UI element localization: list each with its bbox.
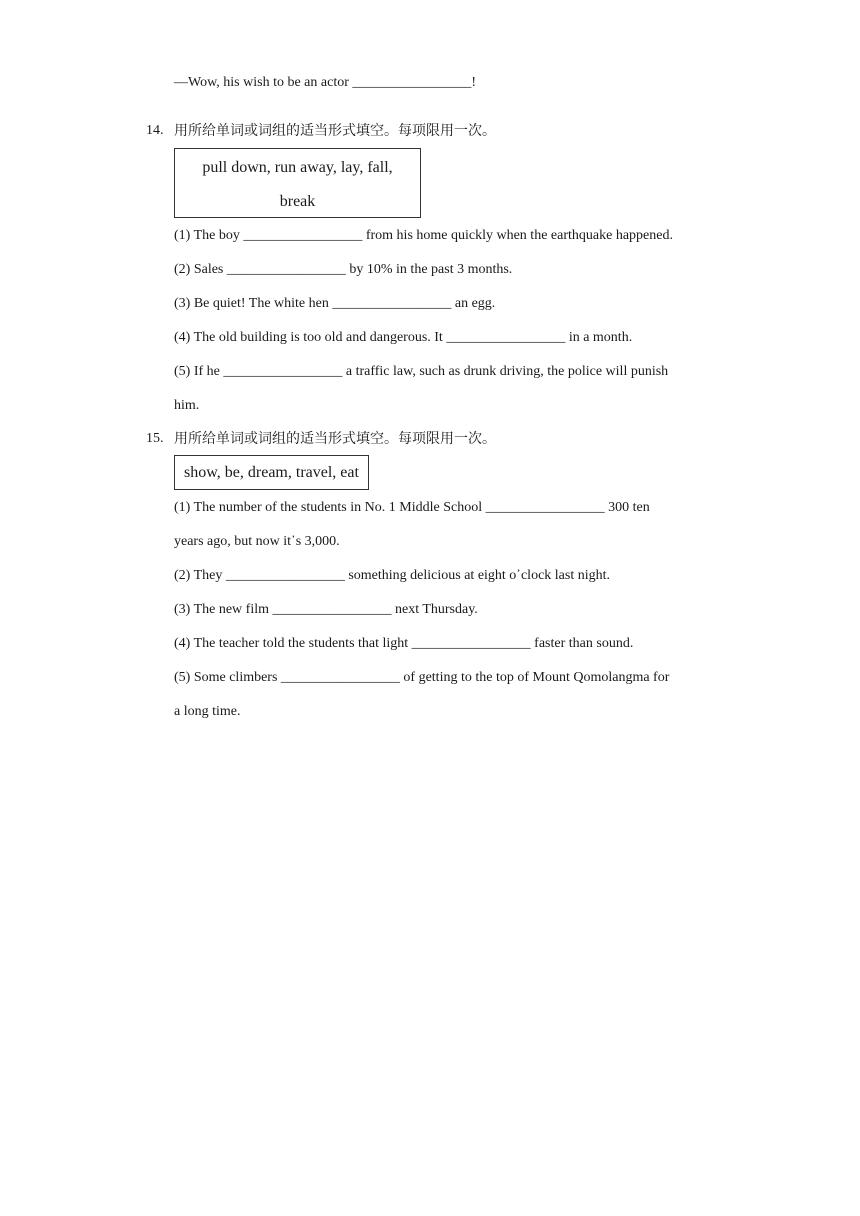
dialog-line: —Wow, his wish to be an actor _________________! — [174, 75, 477, 90]
word-box-text: show, be, dream, travel, eat — [184, 464, 359, 481]
q14-item-5: (5) If he _________________ a traffic law, such as drunk driving, the police will punish — [174, 364, 669, 379]
q15-item-1-continued: years ago, but now it᾽s 3,000. — [174, 534, 340, 549]
question-14-instruction: 用所给单词或词组的适当形式填空。每项限用一次。 — [174, 123, 496, 139]
q15-item-3: (3) The new film _________________ next Thursday. — [174, 602, 478, 617]
q15-item-4: (4) The teacher told the students that light _________________ faster than sound. — [174, 636, 634, 651]
q15-item-2: (2) They _________________ something delicious at eight o᾽clock last night. — [174, 568, 611, 583]
question-15-instruction: 用所给单词或词组的适当形式填空。每项限用一次。 — [174, 431, 496, 447]
question-14-number: 14. — [146, 123, 164, 138]
q15-item-5-continued: a long time. — [174, 704, 241, 719]
q14-item-5-continued: him. — [174, 398, 200, 413]
word-box-line-2: break — [279, 193, 316, 210]
q14-item-2: (2) Sales _________________ by 10% in the past 3 months. — [174, 262, 513, 277]
q14-item-4: (4) The old building is too old and dangerous. It _________________ in a month. — [174, 330, 633, 345]
q14-item-3: (3) Be quiet! The white hen _________________ an egg. — [174, 296, 496, 311]
q15-item-1: (1) The number of the students in No. 1 Middle School _________________ 300 ten — [174, 500, 650, 515]
q14-item-1: (1) The boy _________________ from his home quickly when the earthquake happened. — [174, 228, 673, 243]
question-14-word-box — [174, 148, 421, 218]
word-box-line-1: pull down, run away, lay, fall, — [202, 159, 393, 176]
question-15-number: 15. — [146, 431, 164, 446]
question-15-word-box — [174, 455, 369, 490]
q15-item-5: (5) Some climbers _________________ of getting to the top of Mount Qomolangma for — [174, 670, 670, 685]
